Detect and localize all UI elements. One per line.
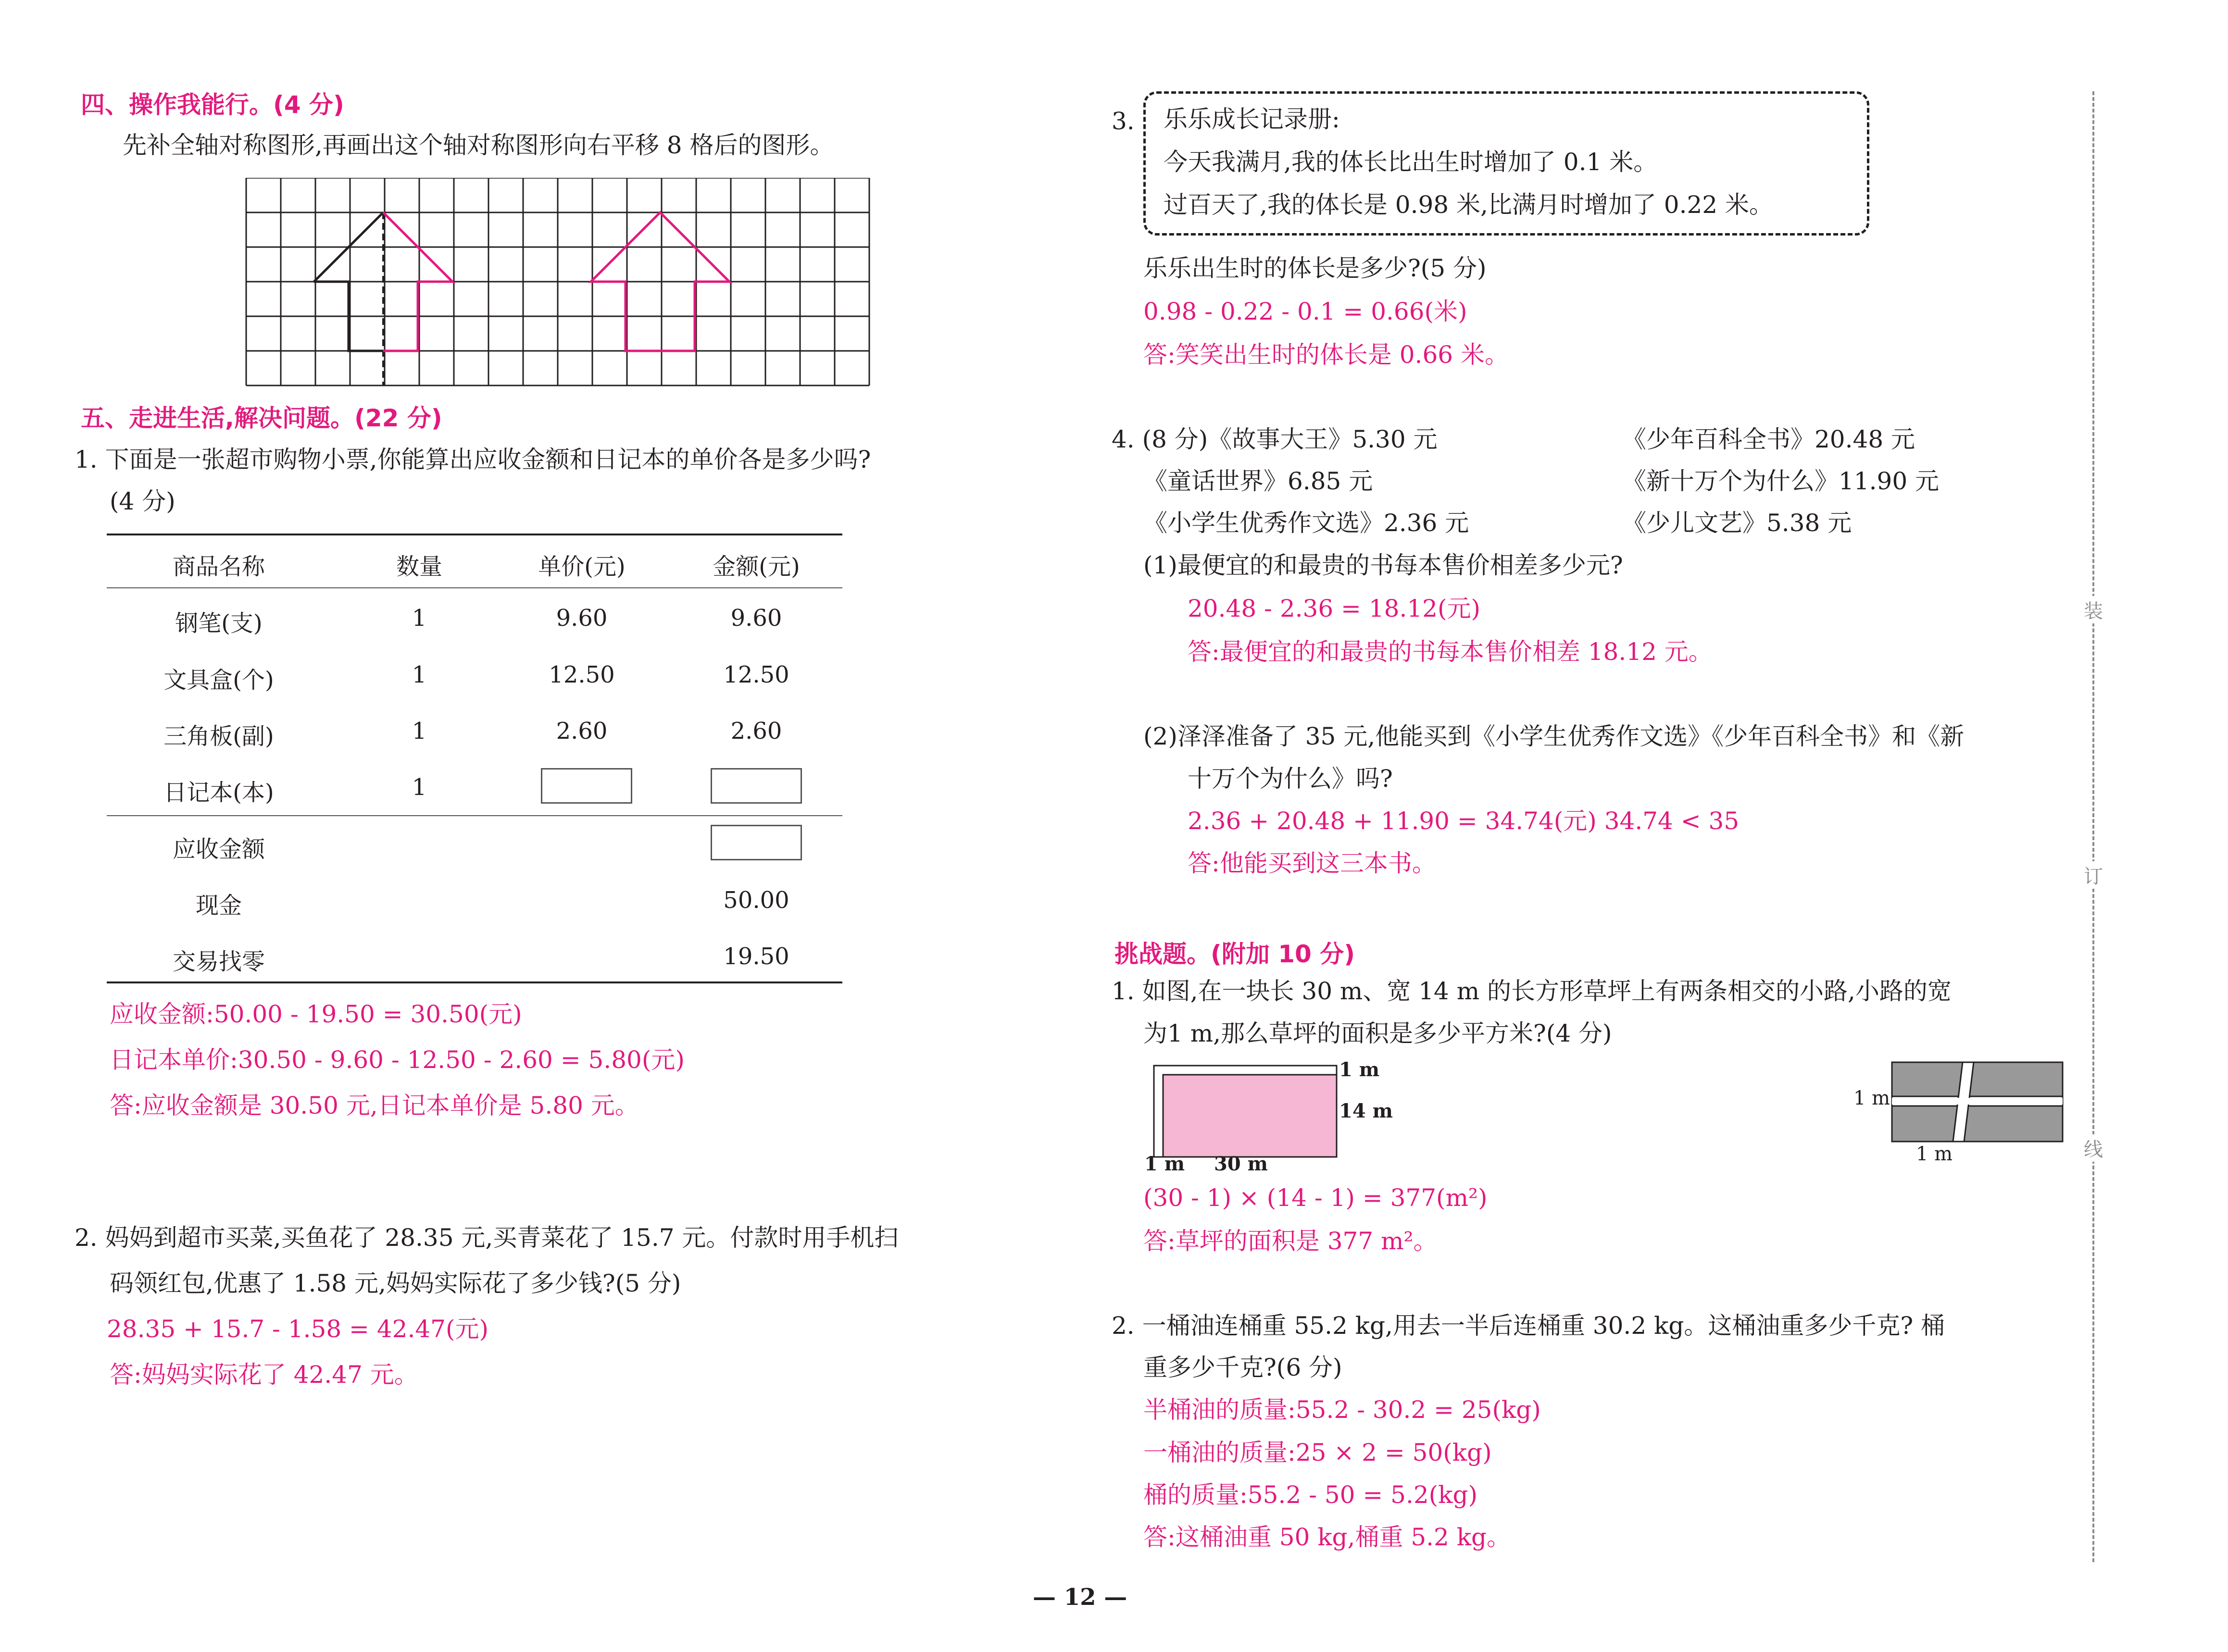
total-due-blank <box>711 825 802 860</box>
footer-label-cash: 现金 <box>195 892 242 919</box>
challenge-q1-line2: 为1 m,那么草坪的面积是多少平方米?(4 分) <box>1143 1019 1612 1047</box>
challenge-q1-answer-line2: 答:草坪的面积是 377 m²。 <box>1143 1227 1438 1255</box>
q1-answer-line1: 应收金额:50.00 - 19.50 = 30.50(元) <box>110 1000 522 1028</box>
paths-label-1m-left: 1 m <box>1853 1087 1890 1109</box>
table-row-price: 12.50 <box>549 661 615 688</box>
footer-value-cash: 50.00 <box>723 887 789 914</box>
challenge-q2-answer-line3: 桶的质量:55.2 - 50 = 5.2(kg) <box>1143 1481 1477 1509</box>
paths-label-1m-bottom: 1 m <box>1916 1143 1953 1165</box>
table-row-amount: 2.60 <box>730 718 782 745</box>
section5-title: 五、走进生活,解决问题。(22 分) <box>81 404 442 432</box>
card-line3: 过百天了,我的体长是 0.98 米,比满月时增加了 0.22 米。 <box>1164 191 1774 219</box>
table-row-name: 日记本(本) <box>163 779 274 806</box>
q1-answer-line3: 答:应收金额是 30.50 元,日记本单价是 5.80 元。 <box>110 1092 639 1119</box>
challenge-q2-answer-line4: 答:这桶油重 50 kg,桶重 5.2 kg。 <box>1143 1523 1511 1551</box>
table-bottom-rule <box>107 981 842 983</box>
section4-prompt: 先补全轴对称图形,再画出这个轴对称图形向右平移 8 格后的图形。 <box>123 131 834 159</box>
footer-label-total: 应收金额 <box>172 836 265 863</box>
table-row-qty: 1 <box>412 774 427 801</box>
q2-text-line2: 码领红包,优惠了 1.58 元,妈妈实际花了多少钱?(5 分) <box>110 1269 681 1297</box>
binding-dashed-line <box>2092 91 2094 1562</box>
card-line1: 乐乐成长记录册: <box>1164 105 1340 133</box>
table-row-qty: 1 <box>412 718 427 745</box>
q2-text-line1: 2. 妈妈到超市买菜,买鱼花了 28.35 元,买青菜花了 15.7 元。付款时用手机扫 <box>75 1224 899 1252</box>
q4-book-4: 《新十万个为什么》11.90 元 <box>1622 467 1940 495</box>
q3-number: 3. <box>1112 107 1135 135</box>
header-quantity: 数量 <box>396 553 442 580</box>
lawn-label-14m: 14 m <box>1339 1100 1393 1122</box>
challenge-title: 挑战题。(附加 10 分) <box>1114 940 1355 968</box>
diary-unit-price-blank <box>541 768 632 804</box>
table-row-name: 文具盒(个) <box>163 667 274 694</box>
q2-answer-line1: 28.35 + 15.7 - 1.58 = 42.47(元) <box>107 1315 488 1343</box>
symmetry-grid-figure <box>245 178 870 387</box>
q4-part2-answer-line2: 答:他能买到这三本书。 <box>1188 849 1436 877</box>
binding-mark-zhuang: 装 <box>2084 596 2103 623</box>
q4-book-3: 《童话世界》6.85 元 <box>1143 467 1373 495</box>
header-unit-price: 单价(元) <box>538 553 626 580</box>
q1-text-line2: (4 分) <box>110 487 175 515</box>
footer-value-change: 19.50 <box>723 943 789 970</box>
diary-amount-blank <box>711 768 802 804</box>
q4-book-1: 4. (8 分)《故事大王》5.30 元 <box>1112 425 1438 453</box>
q3-answer-line2: 答:笑笑出生时的体长是 0.66 米。 <box>1143 341 1509 369</box>
q4-book-2: 《少年百科全书》20.48 元 <box>1622 425 1915 453</box>
table-row-price: 2.60 <box>556 718 608 745</box>
table-row-price: 9.60 <box>556 605 608 632</box>
table-row-qty: 1 <box>412 661 427 688</box>
q1-text-line1: 1. 下面是一张超市购物小票,你能算出应收金额和日记本的单价各是多少吗? <box>75 446 871 473</box>
q4-book-6: 《少儿文艺》5.38 元 <box>1622 509 1852 537</box>
table-row-name: 三角板(副) <box>163 723 274 750</box>
lawn-paths-diagram <box>1890 1057 2067 1154</box>
q4-part2-line2: 十万个为什么》吗? <box>1188 765 1393 793</box>
table-top-rule <box>107 534 842 535</box>
challenge-q2-line2: 重多少千克?(6 分) <box>1143 1354 1342 1381</box>
header-rule <box>107 587 842 588</box>
q4-part2-answer-line1: 2.36 + 20.48 + 11.90 = 34.74(元) 34.74 < 35 <box>1188 807 1740 835</box>
challenge-q2-answer-line1: 半桶油的质量:55.2 - 30.2 = 25(kg) <box>1143 1396 1541 1424</box>
q4-book-5: 《小学生优秀作文选》2.36 元 <box>1143 509 1469 537</box>
page-number: — 12 — <box>1033 1584 1127 1611</box>
section4-title: 四、操作我能行。(4 分) <box>81 91 344 119</box>
table-row-qty: 1 <box>412 605 427 632</box>
card-line2: 今天我满月,我的体长比出生时增加了 0.1 米。 <box>1164 148 1658 176</box>
q4-part1-question: (1)最便宜的和最贵的书每本售价相差多少元? <box>1143 551 1623 579</box>
table-row-amount: 9.60 <box>730 605 782 632</box>
q1-answer-line2: 日记本单价:30.50 - 9.60 - 12.50 - 2.60 = 5.80(元) <box>110 1046 685 1074</box>
footer-label-change: 交易找零 <box>172 948 265 975</box>
challenge-q2-answer-line2: 一桶油的质量:25 × 2 = 50(kg) <box>1143 1439 1492 1466</box>
q3-answer-line1: 0.98 - 0.22 - 0.1 = 0.66(米) <box>1143 298 1467 325</box>
q2-answer-line2: 答:妈妈实际花了 42.47 元。 <box>110 1361 418 1389</box>
challenge-q2-line1: 2. 一桶油连桶重 55.2 kg,用去一半后连桶重 30.2 kg。这桶油重多少千克? 桶 <box>1112 1312 1945 1340</box>
challenge-q1-line1: 1. 如图,在一块长 30 m、宽 14 m 的长方形草坪上有两条相交的小路,小路的宽 <box>1112 977 1952 1005</box>
q3-question: 乐乐出生时的体长是多少?(5 分) <box>1143 254 1487 282</box>
q4-part2-line1: (2)泽泽准备了 35 元,他能买到《小学生优秀作文选》《少年百科全书》和《新 <box>1143 722 1965 750</box>
lawn-label-30m: 30 m <box>1214 1153 1268 1175</box>
table-row-name: 钢笔(支) <box>175 610 263 637</box>
lawn-label-1m-top: 1 m <box>1339 1058 1380 1081</box>
binding-mark-xian: 线 <box>2084 1134 2103 1162</box>
header-item-name: 商品名称 <box>172 553 265 580</box>
footer-rule <box>107 815 842 816</box>
challenge-q1-answer-line1: (30 - 1) × (14 - 1) = 377(m²) <box>1143 1184 1488 1212</box>
q4-part1-answer-line2: 答:最便宜的和最贵的书每本售价相差 18.12 元。 <box>1188 638 1713 666</box>
q4-part1-answer-line1: 20.48 - 2.36 = 18.12(元) <box>1188 595 1480 622</box>
binding-mark-ding: 订 <box>2084 861 2103 889</box>
table-row-amount: 12.50 <box>723 661 789 688</box>
lawn-label-1m-bottom: 1 m <box>1144 1153 1185 1175</box>
header-amount: 金额(元) <box>713 553 800 580</box>
